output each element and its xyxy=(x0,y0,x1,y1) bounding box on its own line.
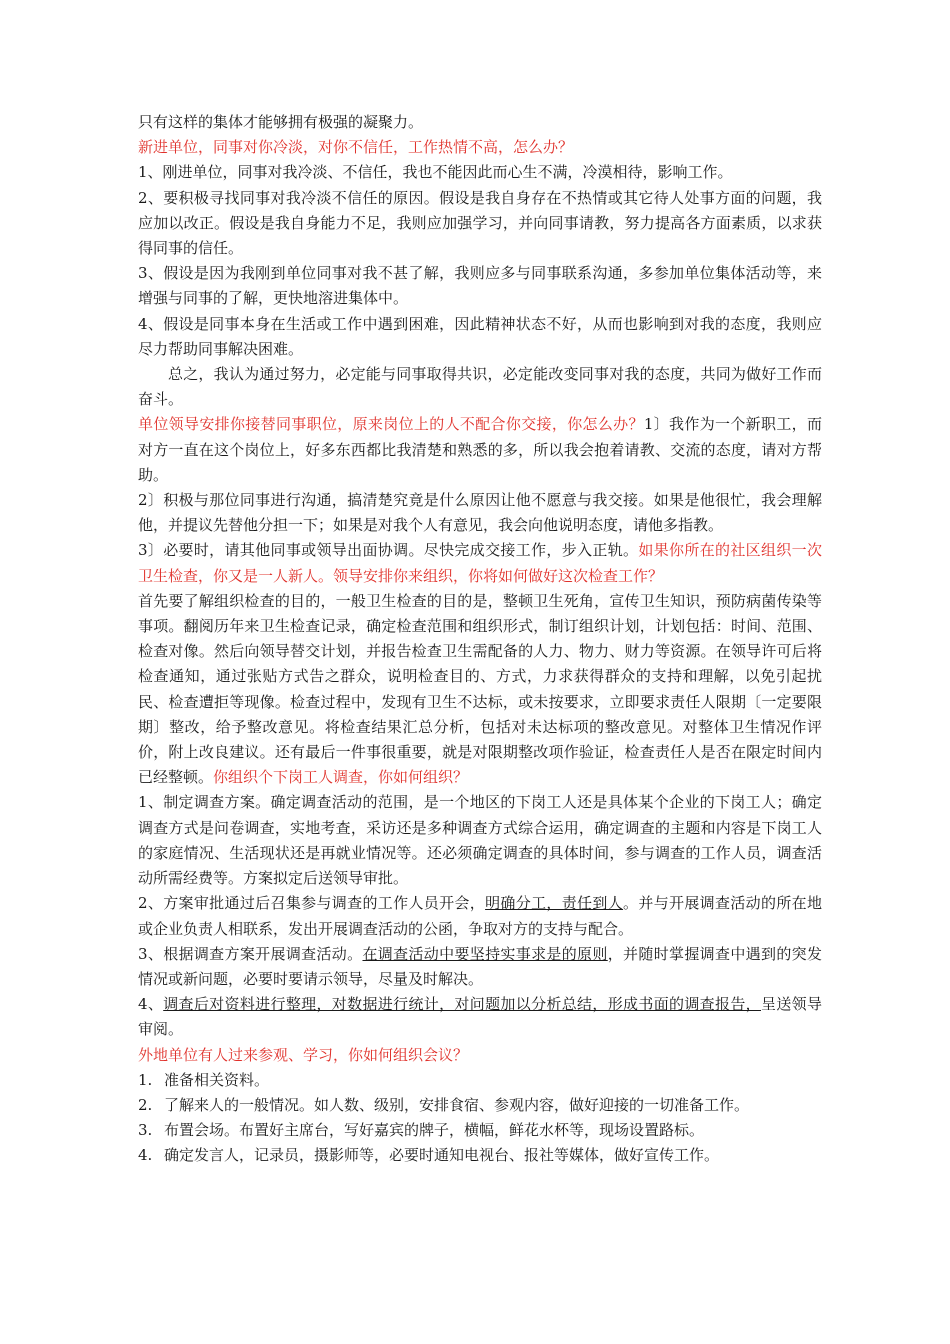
list-item xyxy=(138,1143,822,1168)
question-heading: 外地单位有人过来参观、学习，你如何组织会议？ xyxy=(138,1045,469,1064)
paragraph: 只有这样的集体才能够拥有极强的凝聚力。 xyxy=(138,113,424,131)
list-number: 2. xyxy=(138,1095,153,1114)
list-item xyxy=(138,1118,822,1143)
question-heading: 新进单位，同事对你冷淡，对你不信任，工作热情不高，怎么办？ xyxy=(138,138,574,157)
paragraph xyxy=(138,992,822,1042)
list-number: 3. xyxy=(138,1121,153,1140)
list-number: 1. xyxy=(138,1070,153,1089)
paragraph: 3、假设是因为我刚到单位同事对我不甚了解，我则应多与同事联系沟通，多参加单位集体活动等，来增强与同事的了解，更快地溶进集体中。 xyxy=(138,264,822,308)
answer-text: 4、 xyxy=(138,995,164,1014)
paragraph: 1、刚进单位，同事对我冷淡、不信任，我也不能因此而心生不满，冷漠相待，影响工作。 xyxy=(138,163,733,182)
question-heading: 如果你所在的社区组织一次卫生检查，你又是一人新人。领导安排你来组织，你将如何做好这次检查工作？ xyxy=(138,541,822,585)
list-item xyxy=(138,1068,822,1093)
document-body xyxy=(138,110,822,1169)
answer-text: 呈送领导审阅。 xyxy=(138,995,822,1039)
list-text: 了解来人的一般情况。如人数、级别，安排食宿、参观内容，做好迎接的一切准备工作。 xyxy=(164,1095,750,1114)
answer-text: ，并随时掌握调查中遇到的突发情况或新问题，必要时要请示领导，尽量及时解决。 xyxy=(138,944,822,988)
paragraph xyxy=(138,538,822,588)
paragraph xyxy=(138,942,822,992)
paragraph: 2、要积极寻找同事对我冷淡不信任的原因。假设是我自身存在不热情或其它待人处事方面的问题，我应加以改正。假设是我自身能力不足，我则应加强学习，并向同事请教，努力提高各方面素质，以求获得同事的信任。 xyxy=(138,188,822,258)
question-heading: 你组织个下岗工人调查，你如何组织？ xyxy=(213,768,469,787)
answer-text: 1〕我作为一个新职工，而对方一直在这个岗位上，好多东西都比我清楚和熟悉的多，所以我会抱着请教、交流的态度，请对方帮助。 xyxy=(138,415,822,484)
list-number: 4. xyxy=(138,1146,153,1165)
paragraph: 4、假设是同事本身在生活或工作中遇到困难，因此精神状态不好，从而也影响到对我的态度，我则应尽力帮助同事解决困难。 xyxy=(138,314,822,358)
question-heading: 单位领导安排你接替同事职位，原来岗位上的人不配合你交接，你怎么办？ xyxy=(138,415,644,434)
answer-text: 首先要了解组织检查的目的，一般卫生检查的目的是，整顿卫生死角，宣传卫生知识，预防病菌传染等事项。翻阅历年来卫生检查记录，确定检查范围和组织形式，制订组织计划，计划包括：时间、范围、检查对像。然后向领导替交计划，并报告检查卫生需配备的人力、物力、财力等资源。在领导许可后将检查通知，通过张贴方式告之群众，说明检查目的、方式，力求获得群众的支持和理解，以免引起扰民、检查遭拒等现像。检查过程中，发现有卫生不达标，或未按要求，立即要求责任人限期〔一定要限期〕整改，给予整改意见。将检查结果汇总分析，包括对未达标项的整改意见。对整体卫生情况作评价，附上改良建议。还有最后一件事很重要，就是对限期整改项作验证，检查责任人是否在限定时间内已经整顿。 xyxy=(138,591,822,787)
paragraph xyxy=(138,589,822,791)
underlined-text: 调查后对资料进行整理，对数据进行统计，对问题加以分析总结，形成书面的调查报告， xyxy=(163,995,761,1014)
paragraph xyxy=(138,891,822,941)
summary-paragraph: 总之，我认为通过努力，必定能与同事取得共识，必定能改变同事对我的态度，共同为做好工作而奋斗。 xyxy=(138,365,822,409)
paragraph: 1、制定调查方案。确定调查活动的范围，是一个地区的下岗工人还是具体某个企业的下岗工人；确定调查方式是问卷调查，实地考查，采访还是多种调查方式综合运用，确定调查的主题和内容是下岗工人的家庭情况、生活现状还是再就业情况等。还必须确定调查的具体时间，参与调查的工作人员，调查活动所需经费等。方案拟定后送领导审批。 xyxy=(138,793,822,888)
underlined-text: 在调查活动中要坚持实事求是的原则 xyxy=(362,944,608,963)
paragraph: 2〕积极与那位同事进行沟通，搞清楚究竟是什么原因让他不愿意与我交接。如果是他很忙，我会理解他，并提议先替他分担一下；如果是对我个人有意见，我会向他说明态度，请他多指教。 xyxy=(138,491,822,535)
list-text: 准备相关资料。 xyxy=(164,1070,270,1089)
answer-text: 2、方案审批通过后召集参与调查的工作人员开会， xyxy=(138,894,486,913)
answer-text: 3、根据调查方案开展调查活动。 xyxy=(138,944,363,963)
list-item xyxy=(138,1093,822,1118)
list-text: 布置会场。布置好主席台，写好嘉宾的牌子，横幅，鲜花水杯等，现场设置路标。 xyxy=(164,1121,705,1140)
answer-text: 3〕必要时，请其他同事或领导出面协调。尽快完成交接工作，步入正轨。 xyxy=(138,541,639,560)
underlined-text: 明确分工，责任到人 xyxy=(485,894,624,913)
list-text: 确定发言人，记录员，摄影师等，必要时通知电视台、报社等媒体，做好宣传工作。 xyxy=(164,1146,720,1165)
paragraph xyxy=(138,412,822,488)
answer-text: 。并与开展调查活动的所在地或企业负责人相联系，发出开展调查活动的公函，争取对方的支持与配合。 xyxy=(138,894,822,938)
